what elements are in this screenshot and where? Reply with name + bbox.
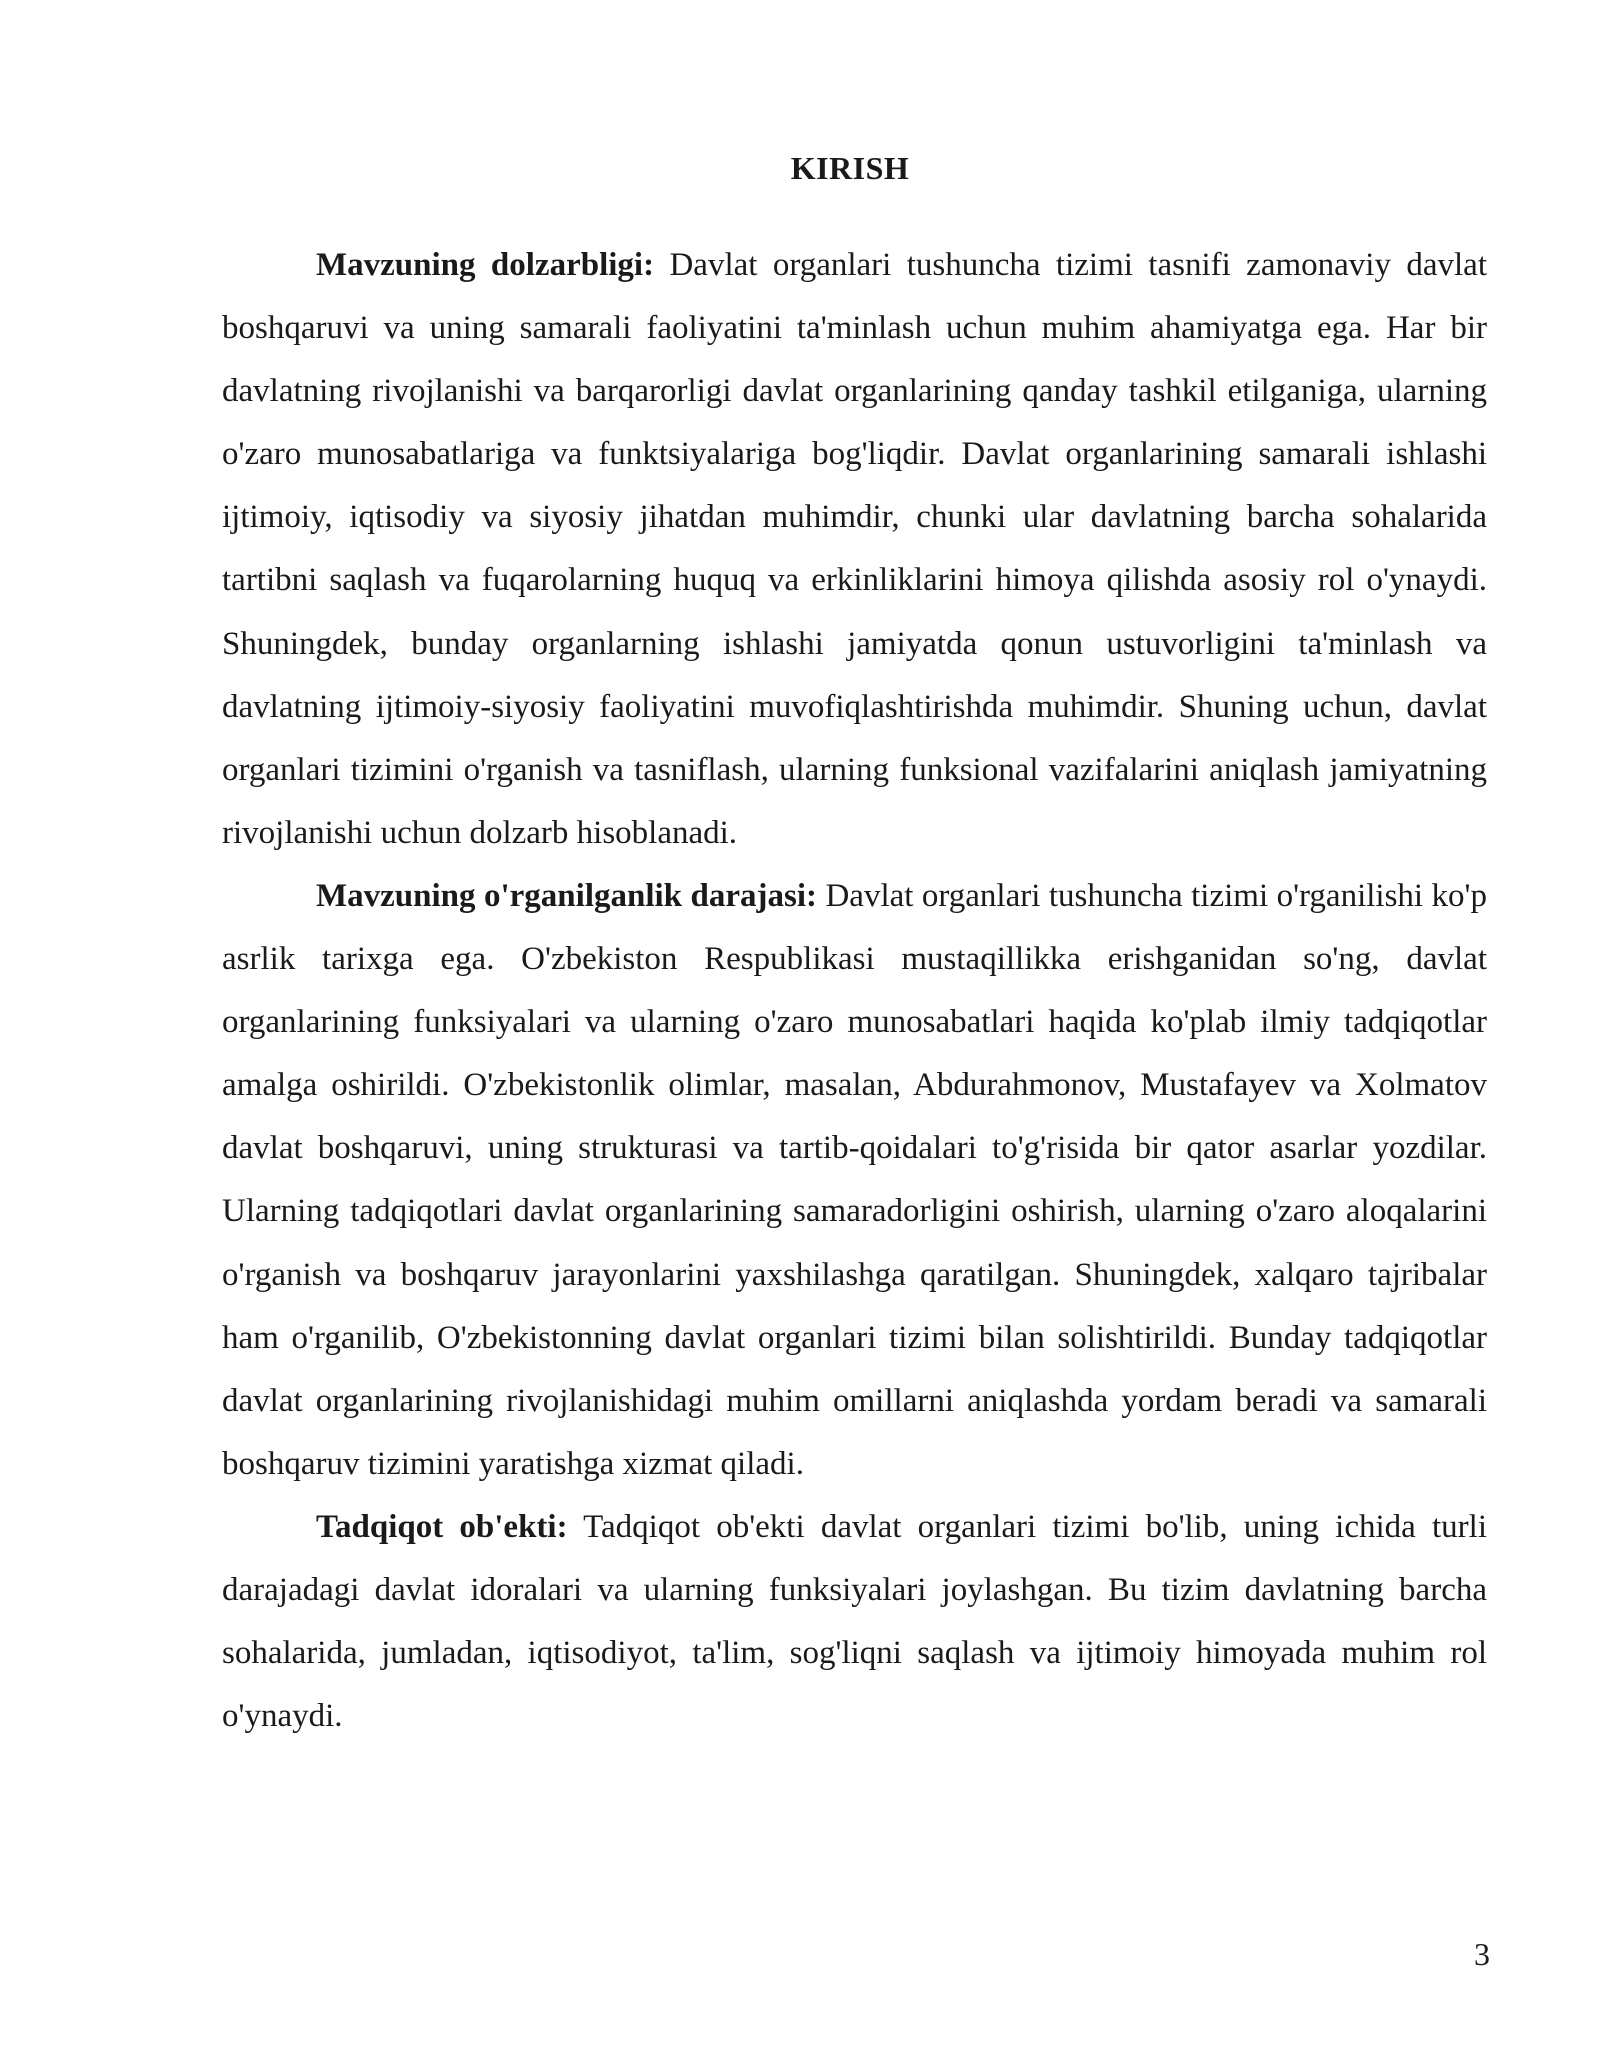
- paragraph-lead: Mavzuning dolzarbligi:: [316, 247, 655, 283]
- body-text: [222, 234, 1487, 1748]
- paragraph-study-level: [222, 865, 1487, 1496]
- paragraph-lead: Mavzuning o'rganilganlik darajasi:: [316, 877, 817, 914]
- paragraph-text: Tadqiqot ob'ekti davlat organlari tizimi bo'lib, uning ichida turli darajadagi davlat idoralari va ularning funksiyalari joylashgan. Bu tizim davlatning barcha sohalarida, jumladan, iqtisodiyot, ta'lim, sog'liqni saqlash va ijtimoiy himoyada muhim rol o'ynaydi.: [222, 1508, 1487, 1735]
- paragraph-research-object: [222, 1496, 1487, 1748]
- page-number: 3: [1474, 1936, 1490, 1972]
- paragraph-text: Davlat organlari tushuncha tizimi tasnifi zamonaviy davlat boshqaruvi va uning samarali faoliyatini ta'minlash uchun muhim ahamiyatga ega. Har bir davlatning rivojlanishi va barqarorligi davlat organlarining qanday tashkil etilganiga, ularning o'zaro munosabatlariga va funktsiyalariga bog'liqdir. Davlat organlarining samarali ishlashi ijtimoiy, iqtisodiy va siyosiy jihatdan muhimdir, chunki ular davlatning barcha sohalarida tartibni saqlash va fuqarolarning huquq va erkinliklarini himoya qilishda asosiy rol o'ynaydi. Shuningdek, bunday organlarning ishlashi jamiyatda qonun ustuvorligini ta'minlash va davlatning ijtimoiy-siyosiy faoliyatini muvofiqlashtirishda muhimdir. Shuning uchun, davlat organlari tizimini o'rganish va tasniflash, ularning funksional vazifalarini aniqlash jamiyatning rivojlanishi uchun dolzarb hisoblanadi.: [222, 247, 1487, 851]
- paragraph-text: Davlat organlari tushuncha tizimi o'rganilishi ko'p asrlik tarixga ega. O'zbekiston Respublikasi mustaqillikka erishganidan so'ng, davlat organlarining funksiyalari va ularning o'zaro munosabatlari haqida ko'plab ilmiy tadqiqotlar amalga oshirildi. O'zbekistonlik olimlar, masalan, Abdurahmonov, Mustafayev va Xolmatov davlat boshqaruvi, uning strukturasi va tartib-qoidalari to'g'risida bir qator asarlar yozdilar. Ularning tadqiqotlari davlat organlarining samaradorligini oshirish, ularning o'zaro aloqalarini o'rganish va boshqaruv jarayonlarini yaxshilashga qaratilgan. Shuningdek, xalqaro tajribalar ham o'rganilib, O'zbekistonning davlat organlari tizimi bilan solishtirildi. Bunday tadqiqotlar davlat organlarining rivojlanishidagi muhim omillarni aniqlashda yordam beradi va samarali boshqaruv tizimini yaratishga xizmat qiladi.: [222, 877, 1488, 1482]
- paragraph-relevance: [222, 234, 1487, 865]
- page-title: KIRISH: [790, 150, 910, 186]
- paragraph-lead: Tadqiqot ob'ekti:: [316, 1508, 568, 1545]
